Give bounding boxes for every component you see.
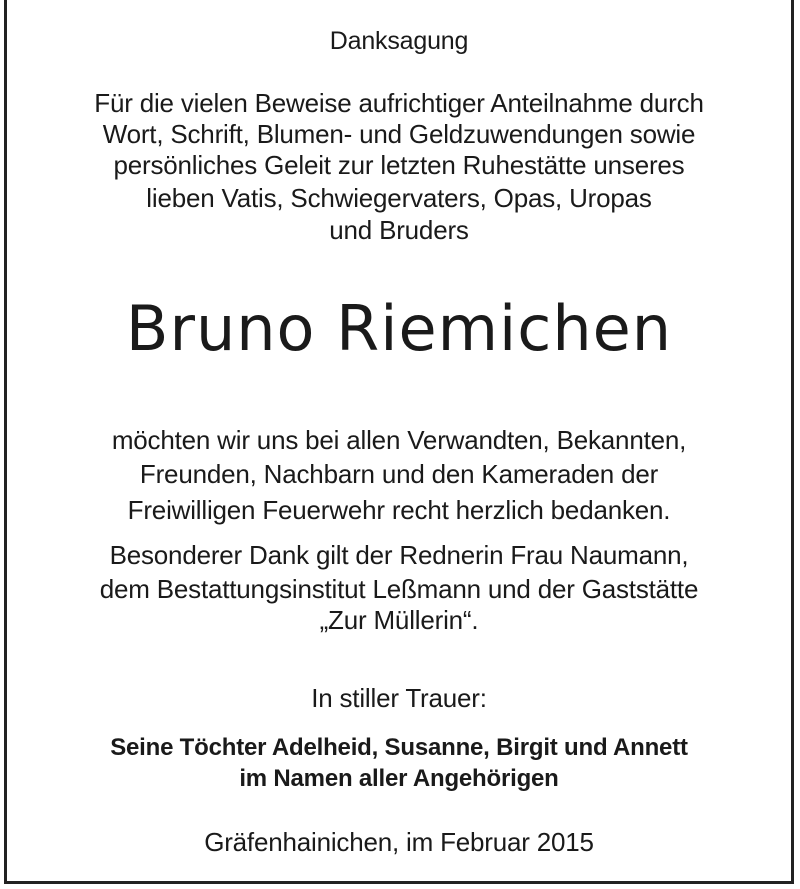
special-thanks-line-1: Besonderer Dank gilt der Rednerin Frau Naumann,: [109, 540, 689, 570]
special-thanks-line-3: „Zur Müllerin“.: [319, 605, 479, 635]
place-date: Gräfenhainichen, im Februar 2015: [204, 827, 594, 857]
obituary-thanks-notice: [4, 0, 794, 884]
deceased-name: Bruno Riemichen: [125, 292, 673, 365]
intro-line-5: und Bruders: [329, 215, 469, 245]
intro-line-2: Wort, Schrift, Blumen- und Geldzuwendungen sowie: [102, 119, 696, 149]
thanks-line-2: Freunden, Nachbarn und den Kameraden der: [139, 459, 659, 489]
mourning-label: In stiller Trauer:: [311, 683, 487, 713]
intro-line-3: persönliches Geleit zur letzten Ruhestätte unseres: [113, 150, 685, 180]
intro-line-1: Für die vielen Beweise aufrichtiger Anteilnahme durch: [94, 88, 704, 118]
special-thanks-line-2: dem Bestattungsinstitut Leßmann und der Gaststätte: [99, 574, 699, 604]
thanks-line-1: möchten wir uns bei allen Verwandten, Bekannten,: [111, 425, 687, 455]
signatories-line-1: Seine Töchter Adelheid, Susanne, Birgit und Annett: [110, 734, 688, 761]
thanks-line-3: Freiwilligen Feuerwehr recht herzlich bedanken.: [127, 495, 671, 525]
intro-line-4: lieben Vatis, Schwiegervaters, Opas, Uropas: [146, 183, 652, 213]
heading: Danksagung: [329, 27, 469, 55]
signatories-line-2: im Namen aller Angehörigen: [239, 765, 559, 792]
